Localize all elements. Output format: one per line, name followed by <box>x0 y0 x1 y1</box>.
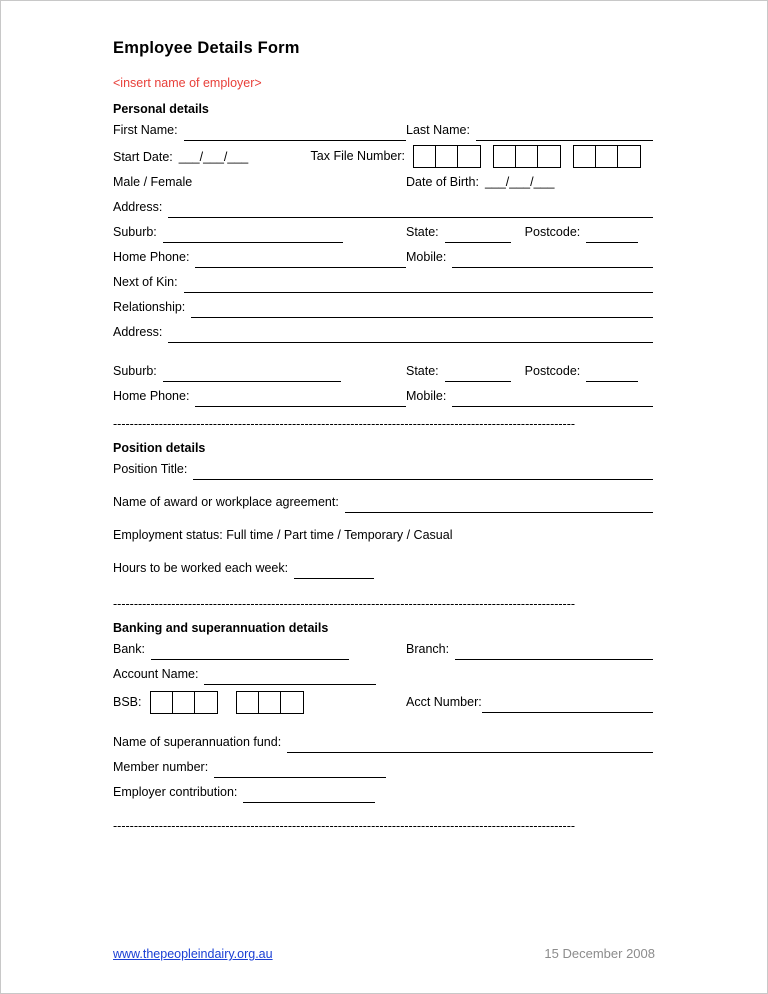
branch-input[interactable] <box>455 644 653 660</box>
bsb-cell[interactable] <box>259 692 281 713</box>
bsb-cell[interactable] <box>281 692 303 713</box>
page-footer <box>113 946 655 961</box>
spacer <box>113 484 653 492</box>
branch-label: Branch: <box>406 642 450 656</box>
spacer <box>113 550 653 558</box>
tfn-cell[interactable] <box>596 146 618 167</box>
row-address-2 <box>113 322 653 343</box>
state-postcode-2-group <box>406 361 653 382</box>
row-next-of-kin <box>113 272 653 293</box>
spacer <box>113 347 653 361</box>
hours-input[interactable] <box>294 563 374 579</box>
state-postcode-group <box>406 222 653 243</box>
suburb-input[interactable] <box>163 227 343 243</box>
tfn-cell[interactable] <box>516 146 538 167</box>
hours-label: Hours to be worked each week: <box>113 561 289 575</box>
mobile-group <box>406 247 653 268</box>
gender-group <box>113 172 406 193</box>
row-employer-contribution <box>113 782 653 803</box>
bank-group <box>113 639 406 660</box>
tax-file-number-label: Tax File Number: <box>310 149 405 163</box>
award-input[interactable] <box>345 497 653 513</box>
section-heading-banking: Banking and superannuation details <box>113 621 329 635</box>
gender-label[interactable]: Male / Female <box>113 175 193 189</box>
tax-file-number-group <box>311 145 653 168</box>
address-label: Address: <box>113 200 163 214</box>
address-2-label: Address: <box>113 325 163 339</box>
row-name <box>113 120 653 141</box>
bsb-cell[interactable] <box>173 692 195 713</box>
suburb-2-group <box>113 361 406 382</box>
employer-name-placeholder[interactable]: <insert name of employer> <box>113 76 262 90</box>
next-of-kin-input[interactable] <box>184 277 653 293</box>
form-content <box>113 39 653 843</box>
home-phone-2-label: Home Phone: <box>113 389 190 403</box>
super-fund-input[interactable] <box>287 737 653 753</box>
date-of-birth-input[interactable]: ___/___/___ <box>484 175 555 189</box>
tfn-group-2[interactable] <box>493 145 561 168</box>
next-of-kin-label: Next of Kin: <box>113 275 178 289</box>
divider-2: --------------------------------------------------------------------------------------------------------------- <box>113 597 576 611</box>
state-input[interactable] <box>445 227 511 243</box>
state-2-label: State: <box>406 364 439 378</box>
tfn-cell[interactable] <box>458 146 480 167</box>
address-2-input[interactable] <box>168 327 653 343</box>
member-number-label: Member number: <box>113 760 209 774</box>
acct-number-input[interactable] <box>482 697 653 713</box>
row-position-title <box>113 459 653 480</box>
mobile-2-input[interactable] <box>452 391 653 407</box>
row-address <box>113 197 653 218</box>
row-gender-dob <box>113 172 653 193</box>
mobile-input[interactable] <box>452 252 653 268</box>
bsb-group-2[interactable] <box>236 691 304 714</box>
postcode-2-label: Postcode: <box>524 364 581 378</box>
home-phone-label: Home Phone: <box>113 250 190 264</box>
spacer <box>113 517 653 525</box>
row-suburb-state-postcode-2 <box>113 361 653 382</box>
bsb-cell[interactable] <box>237 692 259 713</box>
bank-input[interactable] <box>151 644 349 660</box>
postcode-2-input[interactable] <box>586 366 638 382</box>
suburb-2-input[interactable] <box>163 366 341 382</box>
start-date-input[interactable]: ___/___/___ <box>178 150 249 164</box>
home-phone-2-input[interactable] <box>195 391 406 407</box>
home-phone-input[interactable] <box>195 252 406 268</box>
relationship-input[interactable] <box>191 302 653 318</box>
bsb-group <box>113 691 406 714</box>
first-name-input[interactable] <box>184 125 406 141</box>
row-employment-status <box>113 525 653 546</box>
row-start-date-tfn <box>113 145 653 168</box>
document-date: 15 December 2008 <box>544 946 655 961</box>
tfn-cell[interactable] <box>436 146 458 167</box>
row-hours <box>113 558 653 579</box>
account-name-input[interactable] <box>204 669 376 685</box>
tfn-cell[interactable] <box>618 146 640 167</box>
mobile-2-label: Mobile: <box>406 389 447 403</box>
tfn-group-1[interactable] <box>413 145 481 168</box>
row-suburb-state-postcode <box>113 222 653 243</box>
page-title: Employee Details Form <box>113 39 300 57</box>
mobile-label: Mobile: <box>406 250 447 264</box>
address-input[interactable] <box>168 202 653 218</box>
paper-sheet <box>1 1 767 993</box>
row-relationship <box>113 297 653 318</box>
acct-number-group <box>406 692 653 713</box>
row-account-name <box>113 664 653 685</box>
super-fund-label: Name of superannuation fund: <box>113 735 282 749</box>
bsb-cell[interactable] <box>195 692 217 713</box>
row-home-phone-mobile-2 <box>113 386 653 407</box>
bsb-boxes[interactable] <box>150 691 316 714</box>
tfn-cell[interactable] <box>414 146 436 167</box>
last-name-input[interactable] <box>476 125 653 141</box>
last-name-label: Last Name: <box>406 123 470 137</box>
relationship-label: Relationship: <box>113 300 186 314</box>
website-link[interactable]: www.thepeopleindairy.org.au <box>113 947 273 961</box>
start-date-label: Start Date: <box>113 150 173 164</box>
employer-contribution-label: Employer contribution: <box>113 785 238 799</box>
acct-number-label: Acct Number: <box>406 695 482 709</box>
member-number-input[interactable] <box>214 762 386 778</box>
position-title-label: Position Title: <box>113 462 188 476</box>
postcode-label: Postcode: <box>524 225 581 239</box>
first-name-label: First Name: <box>113 123 178 137</box>
home-phone-2-group <box>113 386 406 407</box>
section-heading-personal: Personal details <box>113 102 209 116</box>
suburb-label: Suburb: <box>113 225 157 239</box>
bsb-cell[interactable] <box>151 692 173 713</box>
row-member-number <box>113 757 653 778</box>
tfn-cell[interactable] <box>574 146 596 167</box>
state-2-input[interactable] <box>445 366 511 382</box>
bsb-group-1[interactable] <box>150 691 218 714</box>
mobile-2-group <box>406 386 653 407</box>
home-phone-group <box>113 247 406 268</box>
spacer <box>113 718 653 732</box>
divider-1: --------------------------------------------------------------------------------------------------------------- <box>113 417 576 431</box>
tfn-cell[interactable] <box>538 146 560 167</box>
row-bank-branch <box>113 639 653 660</box>
row-super-fund <box>113 732 653 753</box>
row-bsb-acct <box>113 691 653 714</box>
section-heading-position: Position details <box>113 441 206 455</box>
row-home-phone-mobile <box>113 247 653 268</box>
employer-contribution-input[interactable] <box>243 787 375 803</box>
suburb-2-label: Suburb: <box>113 364 157 378</box>
divider-3: --------------------------------------------------------------------------------------------------------------- <box>113 819 576 833</box>
row-award <box>113 492 653 513</box>
state-label: State: <box>406 225 439 239</box>
position-title-input[interactable] <box>193 464 653 480</box>
bank-label: Bank: <box>113 642 145 656</box>
award-label: Name of award or workplace agreement: <box>113 495 339 509</box>
branch-group <box>406 639 653 660</box>
start-date-group <box>113 147 311 168</box>
bsb-label: BSB: <box>113 695 142 709</box>
suburb-group <box>113 222 406 243</box>
date-of-birth-label: Date of Birth: <box>406 175 479 189</box>
last-name-group <box>406 120 653 141</box>
employment-status-label[interactable]: Employment status: Full time / Part time / Temporary / Casual <box>113 528 453 542</box>
tfn-cell[interactable] <box>494 146 516 167</box>
tfn-group-3[interactable] <box>573 145 641 168</box>
postcode-input[interactable] <box>586 227 638 243</box>
account-name-label: Account Name: <box>113 667 199 681</box>
tax-file-number-boxes[interactable] <box>413 145 653 168</box>
date-of-birth-group <box>406 172 653 193</box>
first-name-group <box>113 120 406 141</box>
